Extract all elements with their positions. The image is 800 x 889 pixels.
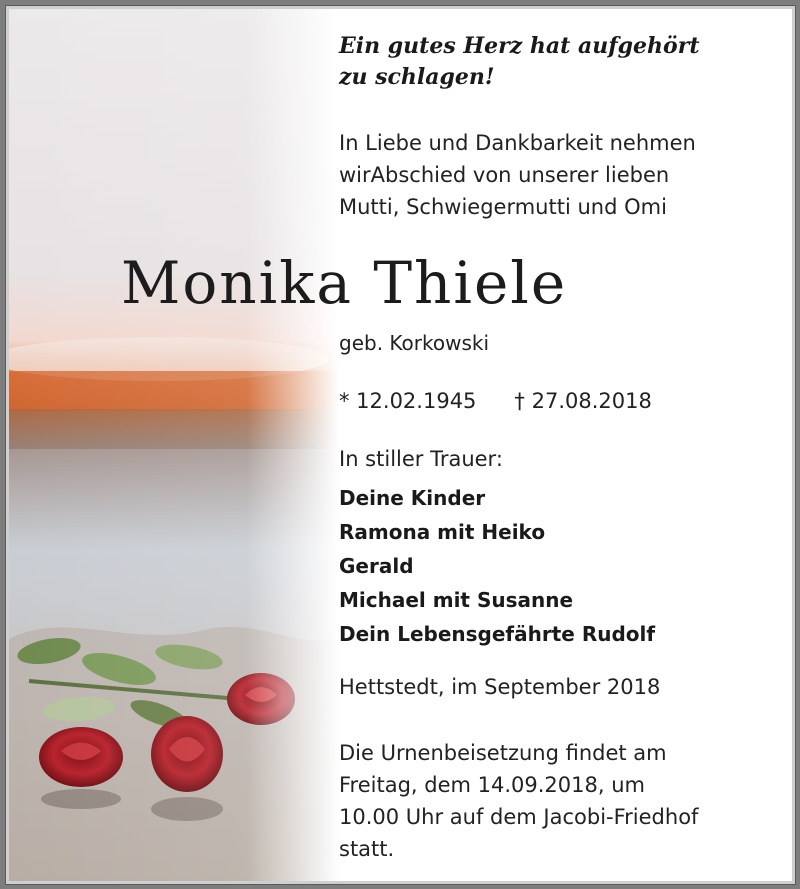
intro-line: Mutti, Schwiegermutti und Omi xyxy=(339,195,667,219)
death-date: † 27.08.2018 xyxy=(514,389,652,413)
mourner: Dein Lebensgefährte Rudolf xyxy=(339,622,656,646)
mourners-label: In stiller Trauer: xyxy=(339,447,503,471)
place-date: Hettstedt, im September 2018 xyxy=(339,675,661,699)
burial-line: Freitag, dem 14.09.2018, um xyxy=(339,773,645,797)
mourner: Deine Kinder xyxy=(339,486,486,510)
mourner: Ramona mit Heiko xyxy=(339,520,546,544)
birth-date: * 12.02.1945 xyxy=(339,389,477,413)
burial-line: 10.00 Uhr auf dem Jacobi-Friedhof xyxy=(339,805,699,829)
intro-line: In Liebe und Dankbarkeit nehmen xyxy=(339,131,696,155)
sunset-roses-image xyxy=(9,9,339,881)
tagline-line: zu schlagen! xyxy=(339,64,495,90)
tagline xyxy=(339,31,699,93)
birth-name: geb. Korkowski xyxy=(339,331,490,355)
mourners-list xyxy=(339,481,655,651)
mourner: Michael mit Susanne xyxy=(339,588,574,612)
intro-line: wirAbschied von unserer lieben xyxy=(339,163,670,187)
burial-line: statt. xyxy=(339,837,395,861)
tagline-line: Ein gutes Herz hat aufgehört xyxy=(339,33,700,59)
mourner: Gerald xyxy=(339,554,414,578)
deceased-name: Monika Thiele xyxy=(121,249,568,317)
burial-notice xyxy=(339,737,698,865)
intro-text xyxy=(339,127,696,223)
burial-line: Die Urnenbeisetzung findet am xyxy=(339,741,667,765)
obituary-card xyxy=(6,6,795,884)
life-dates xyxy=(339,389,652,413)
